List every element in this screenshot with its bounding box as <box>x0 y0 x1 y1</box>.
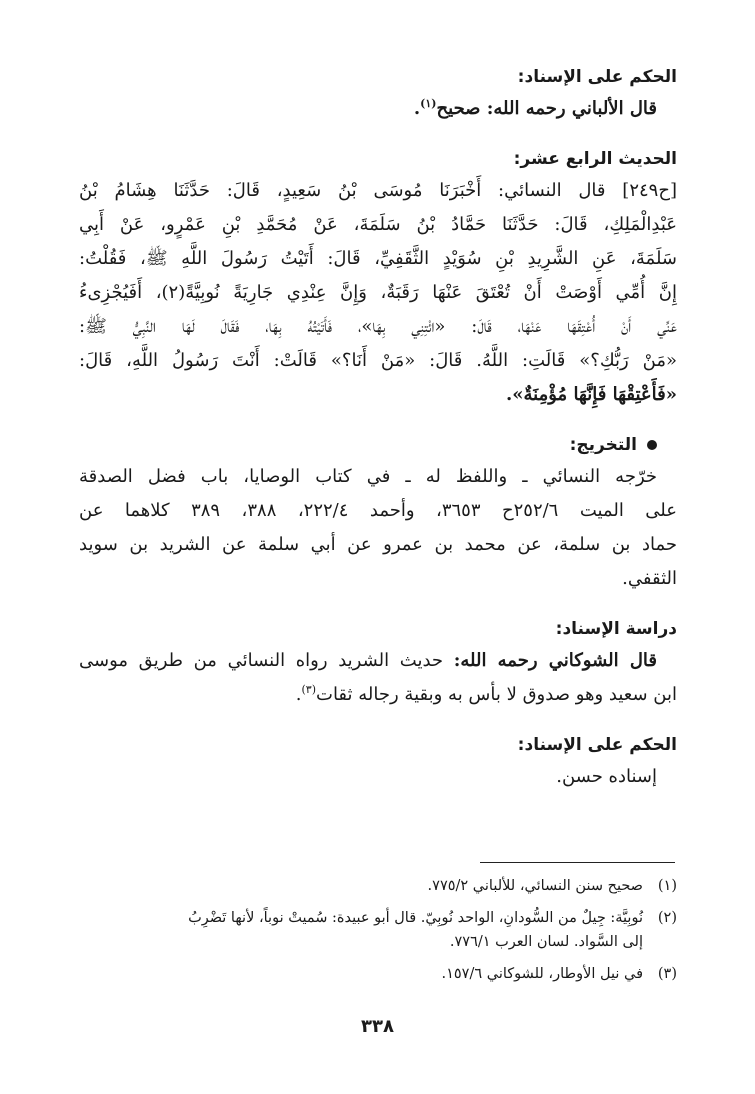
footnote-line: إلى السَّواد. لسان العرب ٧٧٦/١. <box>449 934 643 950</box>
footnotes <box>79 874 677 994</box>
footnote-line: نُوبِيَّة: جِيلٌ من السُّودانِ، الواحد نُوبِيّ. قال أبو عبيدة: سُميتْ نوباً، لأنها تَضْرِبُ <box>188 910 643 926</box>
takhrij-heading: التخريج: <box>569 435 637 455</box>
footnote-divider <box>480 862 675 863</box>
takhrij-line-last: الثقفي. <box>622 568 677 589</box>
page-number: ٣٣٨ <box>361 1016 394 1037</box>
isnad-study-text: حديث الشريد رواه النسائي من طريق موسى <box>79 650 444 671</box>
footnote-item <box>79 874 677 898</box>
hadith-heading: الحديث الرابع عشر: <box>513 149 677 169</box>
ruling-text: قال الألباني رحمه الله: صحيح <box>436 98 657 119</box>
ruling-statement-bottom: إسناده حسن. <box>556 766 657 787</box>
hadith-line: «مَنْ رَبُّكِ؟» قَالَتِ: اللَّهُ. قَالَ: «مَنْ أَنَا؟» قَالَتْ: أَنْتَ رَسُولُ اللَّهِ، قَالَ: <box>79 350 677 371</box>
takhrij-heading-row <box>79 430 677 460</box>
ruling-heading-top: الحكم على الإسناد: <box>517 67 677 87</box>
ruling-heading-bottom: الحكم على الإسناد: <box>517 735 677 755</box>
footnote-ref-1: (١) <box>420 97 437 110</box>
hadith-line: عَنِّي أَنْ أُعْتِقَهَا عَنْهَا، قَالَ: «ائْتِنِي بِهَا»، فَأَتَيْتُهُ بِهَا، فَقَالَ لَهَا النَّبِيُّ ﷺ: <box>79 316 677 337</box>
isnad-study-line-1 <box>79 644 677 678</box>
footnote-number: (٢) <box>657 910 677 926</box>
isnad-study-text: ابن سعيد وهو صدوق لا بأس به وبقية رجاله ثقات <box>316 684 677 705</box>
isnad-study-end: . <box>295 684 302 705</box>
footnote-body <box>79 906 643 954</box>
footnote-ref-3: (٣) <box>301 683 316 696</box>
page-body <box>79 62 677 794</box>
ruling-statement-top <box>79 92 677 126</box>
takhrij-line: على الميت ٢٥٢/٦ح ٣٦٥٣، وأحمد ٢٢٢/٤، ٣٨٨، ٣٨٩ كلاهما عن <box>79 500 677 521</box>
hadith-line: [ح٢٤٩] قال النسائي: أَخْبَرَنَا مُوسَى بْنُ سَعِيدٍ، قَالَ: حَدَّثَنَا هِشَامُ بْنُ <box>79 180 677 201</box>
hadith-text <box>79 174 677 412</box>
takhrij-text <box>79 460 677 596</box>
hadith-line: سَلَمَةَ، عَنِ الشَّرِيدِ بْنِ سُوَيْدٍ الثَّقَفِيِّ، قَالَ: أَتَيْتُ رَسُولَ اللَّهِ ﷺ، فَقُلْتُ: <box>79 248 677 269</box>
footnote-line: صحيح سنن النسائي، للألباني ٧٧٥/٢. <box>427 878 643 894</box>
footnote-body <box>79 962 643 986</box>
isnad-study-speaker: قال الشوكاني رحمه الله: <box>453 650 657 671</box>
ruling-end: . <box>413 98 421 119</box>
footnote-item <box>79 962 677 986</box>
isnad-study-heading: دراسة الإسناد: <box>555 619 677 639</box>
footnote-body <box>79 874 643 898</box>
takhrij-line: حماد بن سلمة، عن محمد بن عمرو عن أبي سلمة عن الشريد بن سويد <box>79 534 677 555</box>
takhrij-line: خرّجه النسائي ـ واللفظ له ـ في كتاب الوصايا، باب فضل الصدقة <box>79 466 657 487</box>
footnote-item <box>79 906 677 954</box>
footnote-line: في نيل الأوطار، للشوكاني ١٥٧/٦. <box>441 966 643 982</box>
isnad-study-line-2 <box>79 678 677 712</box>
hadith-line: إِنَّ أُمِّي أَوْصَتْ أَنْ تُعْتَقَ عَنْهَا رَقَبَةٌ، وَإِنَّ عِنْدِي جَارِيَةً نُوبِيَّةً(٢)، أَفَيُجْزِىءُ <box>79 282 677 303</box>
footnote-number: (١) <box>657 878 677 894</box>
hadith-line-last: «فَأَعْتِقْهَا فَإِنَّهَا مُؤْمِنَةٌ». <box>506 384 677 405</box>
bullet-icon <box>647 440 657 450</box>
footnote-number: (٣) <box>657 966 677 982</box>
hadith-line: عَبْدِالْمَلِكِ، قَالَ: حَدَّثَنَا حَمَّادُ بْنُ سَلَمَةَ، عَنْ مُحَمَّدِ بْنِ عَمْرٍو، عَنْ أَبِي <box>79 214 677 235</box>
